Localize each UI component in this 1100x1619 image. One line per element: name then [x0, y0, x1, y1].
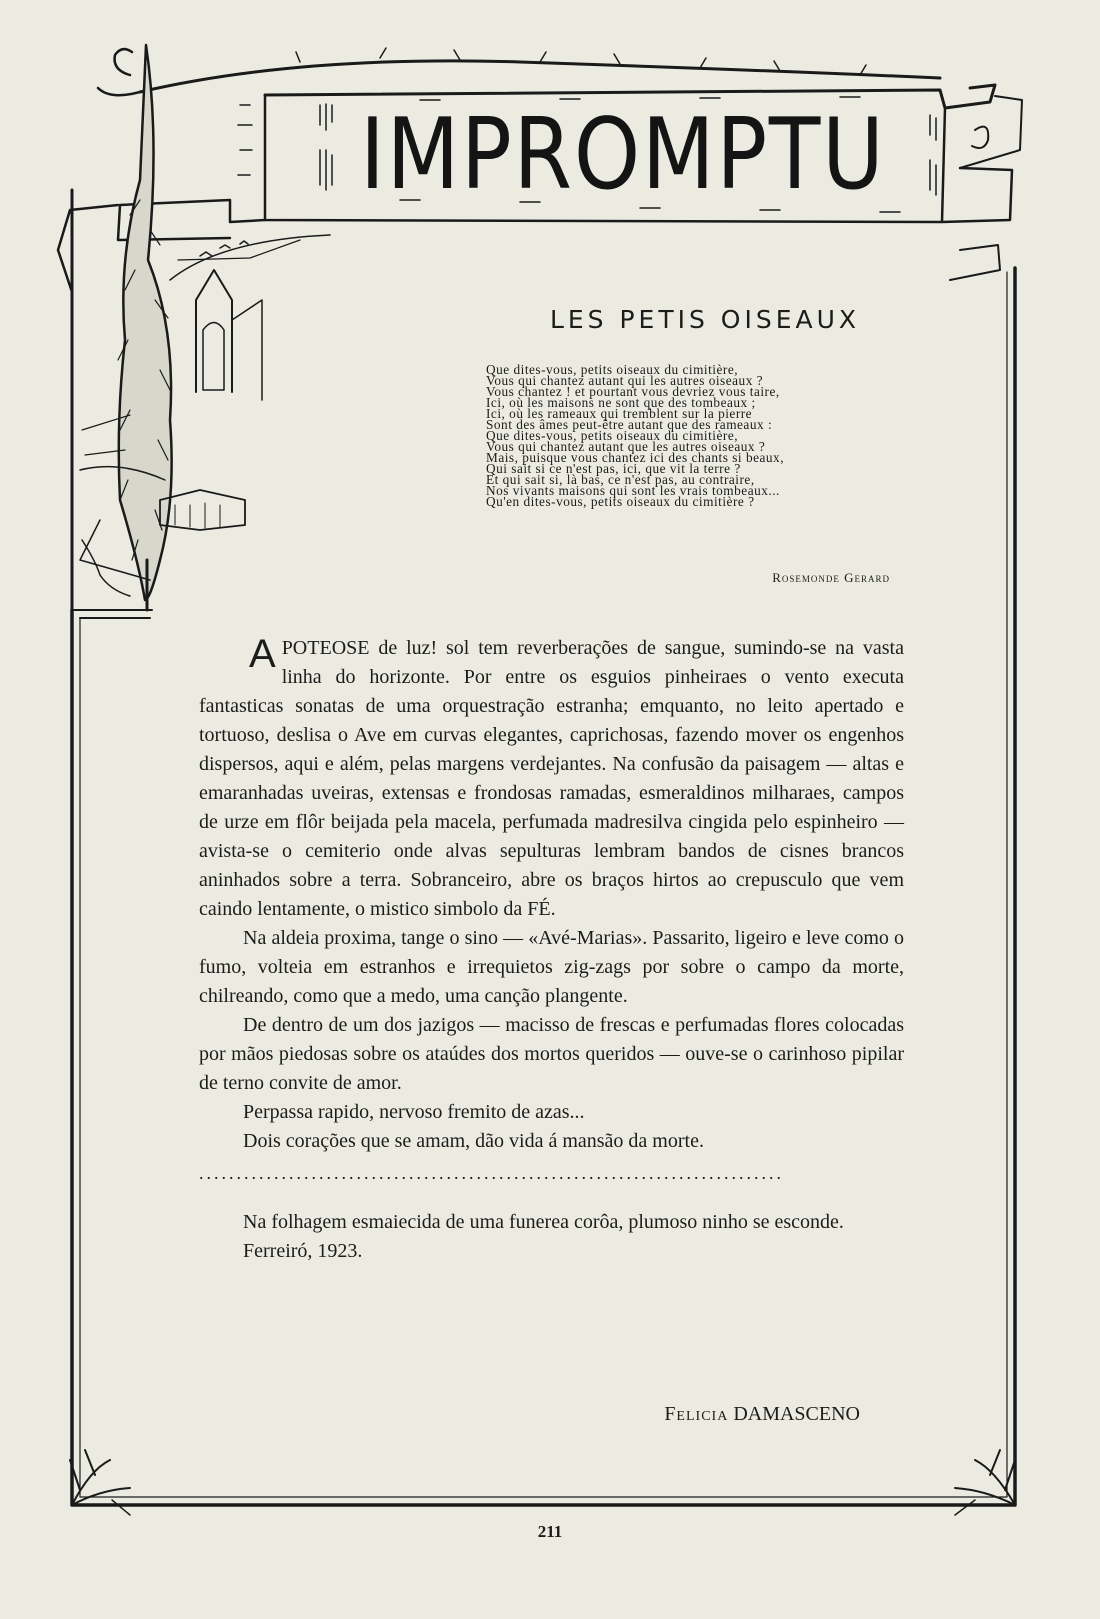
poem-line: Que dites-vous, petits oiseaux du cimitière,: [486, 362, 739, 377]
poem-line: Mais, puisque vous chantez ici des chants si beaux,: [486, 450, 785, 465]
poem-line: Ici, où les rameaux qui tremblent sur la pierre: [486, 406, 753, 421]
poem-line: Nos vivants maisons qui sont les vrais tombeaux...: [486, 483, 780, 498]
paragraph: [199, 634, 904, 924]
poem-title: LES PETIS OISEAUX: [549, 305, 861, 334]
poem-line: Ici, où les maisons ne sont que des tombeaux ;: [486, 395, 756, 410]
place-date: Ferreiró, 1923.: [243, 1240, 363, 1262]
dotted-separator: ..............................................................................: [199, 1163, 784, 1183]
poem-line: Qu'en dites-vous, petits oiseaux du cimitière ?: [486, 494, 755, 509]
paragraph-text: POTEOSE de luz! sol tem reverberações de sangue, sumindo-se na vasta linha do horizonte. Por entre os esguios pinheiraes o vento executa fantasticas sonatas de uma orquestração estranha; emquanto, no leito apertado e tortuoso, deslisa o Ave em curvas elegantes, caprichosas, fazendo mover os engenhos dispersos, aqui e além, pelas margens verdejantes. Na confusão da paisagem — altas e emaranhadas uveiras, extensas e frondosas ramadas, esmeraldinos milharaes, campos de urze em flôr beijada pela macela, perfumada madresilva cingida pelo espinheiro — avista-se o cemiterio onde alvas sepulturas lembram bandos de cisnes brancos aninhados sobre a terra. Sobranceiro, abre os braços hirtos ao crepusculo que vem caindo lentamente, o mistico simbolo da FÉ.: [199, 637, 904, 920]
article-body: [199, 634, 904, 1266]
paragraph: Na aldeia proxima, tange o sino — «Avé-Marias». Passarito, ligeiro e leve como o fumo, volteia em estranhos e irrequietos zig-zags por sobre o campo da morte, chilreando, como que a medo, uma canção plangente.: [199, 927, 904, 1007]
poem-line: Sont des âmes peut-être autant que des rameaux :: [486, 417, 773, 432]
signature: [600, 1403, 860, 1426]
poem-line: Qui sait si ce n'est pas, ici, que vit la terre ?: [486, 461, 741, 476]
drop-cap: A: [249, 632, 276, 676]
poem-line: Vous qui chantez autant qui les autres oiseaux ?: [486, 373, 764, 388]
signature-first-name: Felicia: [664, 1403, 729, 1425]
paragraph: Dois corações que se amam, dão vida á mansão da morte.: [243, 1130, 704, 1152]
page-title: IMPROMPTU: [360, 98, 886, 212]
paragraph: De dentro de um dos jazigos — macisso de frescas e perfumadas flores colocadas por mãos piedosas sobre os ataúdes dos mortos queridos — ouve-se o carinhoso pipilar de terno convite de amor.: [199, 1014, 904, 1094]
page-number: 211: [537, 1522, 563, 1541]
poem-line: Vous chantez ! et pourtant vous devriez vous taire,: [486, 384, 780, 399]
poem-body: [486, 364, 906, 507]
spacer: [199, 1192, 904, 1208]
poem-line: Et qui sait si, là bas, ce n'est pas, au contraire,: [486, 472, 755, 487]
paragraph: Na folhagem esmaiecida de uma funerea corôa, plumoso ninho se esconde.: [243, 1211, 844, 1233]
paragraph: Perpassa rapido, nervoso fremito de azas...: [243, 1101, 585, 1123]
poem-author: Rosemonde Gerard: [772, 570, 890, 585]
poem-line: Que dites-vous, petits oiseaux du cimitière,: [486, 428, 739, 443]
poem-line: Vous qui chantez autant que les autres oiseaux ?: [486, 439, 766, 454]
signature-last-name: DAMASCENO: [733, 1403, 860, 1425]
